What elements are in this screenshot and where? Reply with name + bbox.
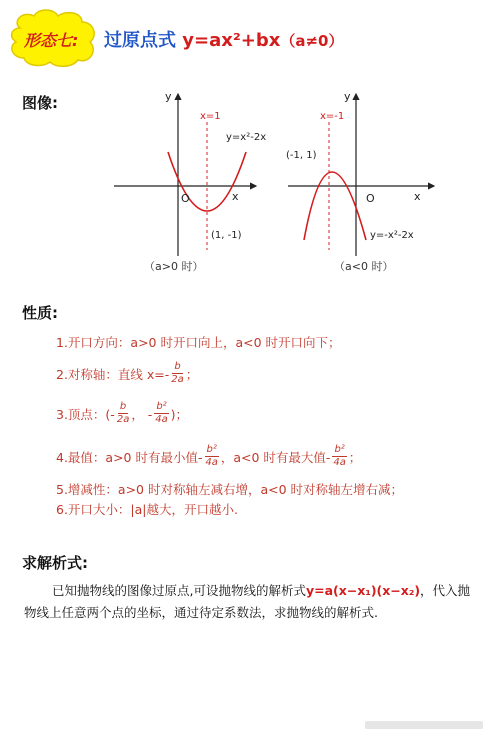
properties-heading: 性质: [22,304,58,322]
property-2-fraction [171,362,184,385]
property-4-fraction-2 [332,445,346,468]
property-3-fraction-1 [117,402,130,425]
fraction-denominator: 4a [155,414,168,425]
fraction-denominator: 2a [116,414,130,425]
fraction-numerator: b² [206,444,217,455]
right-parabola [304,172,366,240]
property-3-mid: ， - [131,406,153,422]
property-5: 5.增减性：a>0 时对称轴左减右增，a<0 时对称轴左增右减； [56,482,404,497]
graph-left [114,90,266,273]
left-vertex-label: (1, -1) [211,230,242,241]
property-3 [56,402,188,425]
analytic-text-before: 已知抛物线的图像过原点,可设抛物线的解析式 [52,583,306,598]
title-condition: （a≠0） [280,32,344,50]
analytic-heading: 求解析式: [22,554,88,572]
property-6: 6.开口大小：|a|越大，开口越小. [56,502,238,517]
left-symmetry-label: x=1 [200,111,221,122]
left-y-label: y [165,90,172,103]
title-formula: y=ax²+bx [182,30,281,51]
property-3-fraction-2 [154,402,168,425]
fraction-denominator: 2a [171,374,184,385]
left-caption: （a>0 时） [144,260,204,273]
fraction-numerator: b [174,361,181,372]
graphs-figure [108,88,438,278]
property-2-end: ； [185,366,199,382]
property-4 [56,445,361,468]
left-origin-label: O [181,192,190,205]
badge-label: 形态七: [24,31,79,50]
left-x-label: x [232,190,239,203]
property-2-label: 2.对称轴：直线 x=- [56,366,170,382]
property-1: 1.开口方向：a>0 时开口向上，a<0 时开口向下； [56,335,341,350]
right-caption: （a<0 时） [334,260,394,273]
right-y-label: y [344,90,351,103]
graph-right [286,90,434,273]
footer-watermark [365,720,483,730]
property-4-mid: ，a<0 时有最大值- [220,449,331,465]
property-4-label: 4.最值：a>0 时有最小值- [56,449,203,465]
analytic-paragraph [24,580,482,624]
right-x-label: x [414,190,421,203]
analytic-formula: y=a(x−x₁)(x−x₂) [305,583,421,598]
left-equation-label: y=x²-2x [226,132,267,143]
property-4-fraction-1 [205,445,219,468]
page-title [104,26,343,52]
right-symmetry-label: x=-1 [320,111,345,122]
right-origin-label: O [366,192,375,205]
fraction-numerator: b² [156,401,167,412]
right-vertex-label: (-1, 1) [286,150,317,161]
property-4-end: ； [348,449,362,465]
property-3-end: )； [170,406,189,422]
analytic-text-after: ，代入抛物线上任意两个点的坐标，通过待定系数法，求抛物线的解析式. [24,583,471,620]
fraction-numerator: b² [334,444,345,455]
fraction-denominator: 4a [333,457,346,468]
right-equation-label: y=-x²-2x [370,230,414,241]
property-3-label: 3.顶点：(- [56,406,115,422]
fraction-numerator: b [119,401,127,412]
image-heading: 图像: [22,94,58,112]
fraction-denominator: 4a [205,457,218,468]
property-2 [56,362,198,385]
title-prefix: 过原点式 [104,30,183,51]
